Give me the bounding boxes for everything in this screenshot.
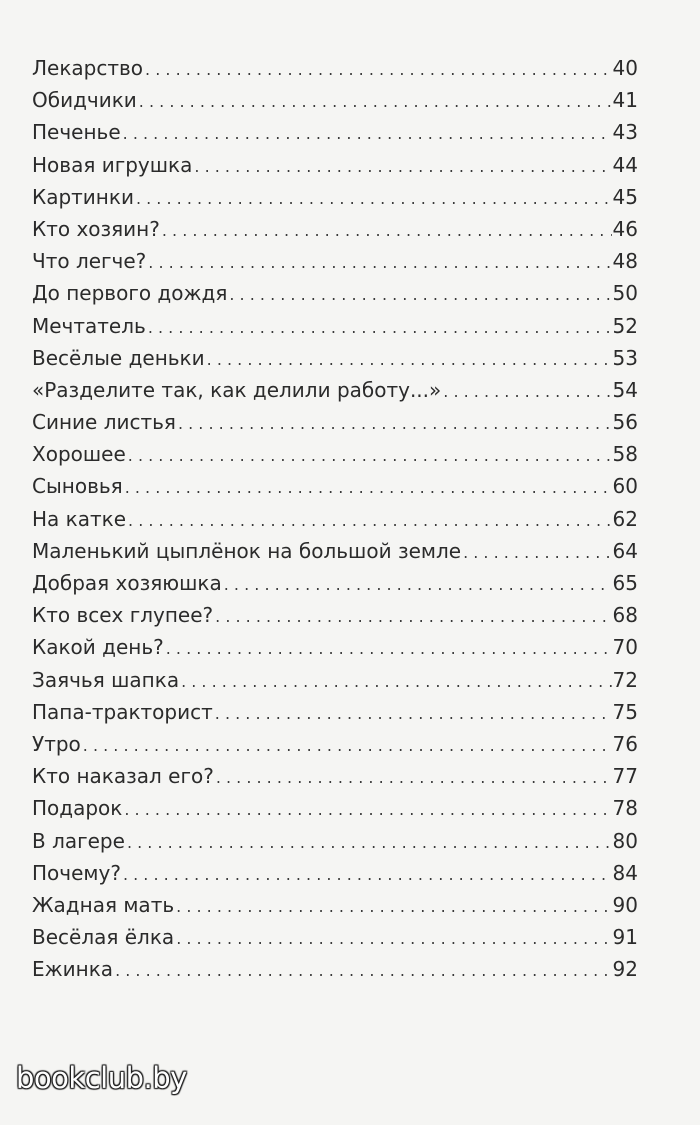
dot-leader	[229, 279, 611, 311]
dot-leader	[216, 762, 612, 794]
toc-entry-page-number: 80	[612, 828, 638, 853]
toc-entry-page-number: 41	[612, 88, 638, 113]
dot-leader	[162, 215, 612, 247]
dot-leader	[148, 312, 612, 344]
toc-entry-page-number: 52	[612, 313, 638, 338]
toc-entry	[32, 310, 638, 342]
toc-entry-title: Маленький цыплёнок на большой земле	[32, 538, 462, 563]
toc-entry	[32, 149, 638, 181]
toc-entry	[32, 470, 638, 502]
toc-entry	[32, 567, 638, 599]
dot-leader	[123, 859, 612, 891]
toc-entry	[32, 631, 638, 663]
toc-entry-title: Что легче?	[32, 249, 147, 274]
toc-entry	[32, 116, 638, 148]
dot-leader	[181, 666, 611, 698]
toc-entry-title: Какой день?	[32, 635, 164, 660]
toc-entry-title: Ежинка	[32, 957, 114, 982]
toc-entry	[32, 406, 638, 438]
toc-entry-title: Печенье	[32, 120, 121, 145]
toc-entry-page-number: 75	[612, 699, 638, 724]
toc-entry	[32, 921, 638, 953]
toc-entry-title: «Разделите так, как делили работу...»	[32, 377, 442, 402]
dot-leader	[148, 247, 611, 279]
toc-entry-page-number: 77	[612, 764, 638, 789]
toc-entry-title: Добрая хозяюшка	[32, 571, 222, 595]
toc-entry-title: Картинки	[32, 184, 134, 209]
toc-entry-page-number: 54	[612, 377, 638, 402]
toc-entry-page-number: 76	[612, 731, 638, 756]
toc-entry-title: Почему?	[32, 860, 121, 885]
toc-entry-page-number: 44	[612, 152, 638, 177]
toc-entry-title: Новая игрушка	[32, 152, 193, 177]
toc-entry	[32, 374, 638, 406]
toc-entry-title: Кто хозяин?	[32, 216, 160, 241]
dot-leader	[115, 955, 611, 987]
dot-leader	[215, 601, 611, 633]
toc-entry	[32, 664, 638, 696]
dot-leader	[124, 794, 611, 826]
toc-entry-page-number: 72	[612, 667, 638, 692]
toc-entry-page-number: 78	[612, 796, 638, 821]
toc-entry-page-number: 45	[612, 184, 638, 209]
toc-entry	[32, 792, 638, 824]
toc-entry-page-number: 60	[612, 474, 638, 499]
dot-leader	[145, 54, 612, 86]
toc-entry-page-number: 62	[612, 506, 638, 531]
toc-entry-title: На катке	[32, 506, 127, 531]
toc-entry	[32, 889, 638, 921]
watermark-logo: bookclub.by	[16, 1061, 187, 1095]
toc-entry	[32, 728, 638, 760]
dot-leader	[127, 827, 612, 859]
toc-entry	[32, 760, 638, 792]
toc-entry-page-number: 64	[612, 538, 638, 563]
toc-entry-page-number: 92	[612, 957, 638, 982]
dot-leader	[176, 891, 611, 923]
toc-entry-title: Мечтатель	[32, 313, 146, 338]
toc-entry	[32, 181, 638, 213]
toc-entry-page-number: 50	[612, 281, 638, 306]
toc-entry	[32, 953, 638, 985]
dot-leader	[128, 440, 612, 472]
toc-entry-title: В лагере	[32, 828, 125, 853]
toc-entry-title: Хорошее	[32, 442, 126, 467]
toc-entry-page-number: 40	[612, 56, 638, 80]
dot-leader	[139, 86, 612, 118]
dot-leader	[207, 344, 612, 376]
toc-entry-page-number: 91	[612, 925, 638, 950]
dot-leader	[215, 698, 612, 730]
toc-entry-title: Весёлая ёлка	[32, 925, 175, 950]
dot-leader	[123, 118, 612, 150]
toc-entry	[32, 84, 638, 116]
toc-entry-title: Лекарство	[32, 56, 144, 80]
toc-entry	[32, 277, 638, 309]
toc-entry	[32, 438, 638, 470]
toc-entry	[32, 825, 638, 857]
toc-entry-title: Сыновья	[32, 474, 123, 499]
toc-entry-title: Папа-тракторист	[32, 699, 213, 724]
table-of-contents	[32, 52, 638, 985]
toc-entry-title: Подарок	[32, 796, 123, 821]
dot-leader	[176, 923, 611, 955]
toc-entry-page-number: 58	[612, 442, 638, 467]
toc-entry-page-number: 43	[612, 120, 638, 145]
toc-entry-title: Синие листья	[32, 410, 176, 435]
toc-entry-title: До первого дождя	[32, 281, 228, 306]
toc-entry	[32, 599, 638, 631]
toc-entry-page-number: 48	[612, 249, 638, 274]
toc-entry	[32, 696, 638, 728]
toc-entry-page-number: 65	[612, 571, 638, 595]
toc-entry-page-number: 70	[612, 635, 638, 660]
toc-entry-page-number: 90	[612, 892, 638, 917]
toc-entry-title: Жадная мать	[32, 892, 175, 917]
dot-leader	[224, 569, 612, 601]
dot-leader	[443, 376, 611, 408]
dot-leader	[136, 183, 612, 215]
dot-leader	[166, 633, 612, 665]
toc-entry	[32, 342, 638, 374]
dot-leader	[128, 505, 612, 537]
toc-entry	[32, 857, 638, 889]
dot-leader	[194, 151, 611, 183]
toc-entry	[32, 245, 638, 277]
toc-entry-page-number: 68	[612, 603, 638, 628]
toc-entry-title: Кто наказал его?	[32, 764, 214, 789]
toc-entry-page-number: 53	[612, 345, 638, 370]
toc-entry	[32, 213, 638, 245]
toc-entry	[32, 535, 638, 567]
toc-entry-title: Утро	[32, 731, 81, 756]
toc-entry-title: Обидчики	[32, 88, 137, 113]
dot-leader	[178, 408, 612, 440]
toc-entry-title: Заячья шапка	[32, 667, 180, 692]
toc-entry-page-number: 46	[612, 216, 638, 241]
toc-entry-page-number: 56	[612, 410, 638, 435]
toc-entry-page-number: 84	[612, 860, 638, 885]
dot-leader	[83, 730, 612, 762]
dot-leader	[125, 472, 612, 504]
toc-entry	[32, 503, 638, 535]
dot-leader	[463, 537, 611, 569]
toc-entry-title: Весёлые деньки	[32, 345, 205, 370]
toc-entry-title: Кто всех глупее?	[32, 603, 214, 628]
toc-entry	[32, 52, 638, 84]
